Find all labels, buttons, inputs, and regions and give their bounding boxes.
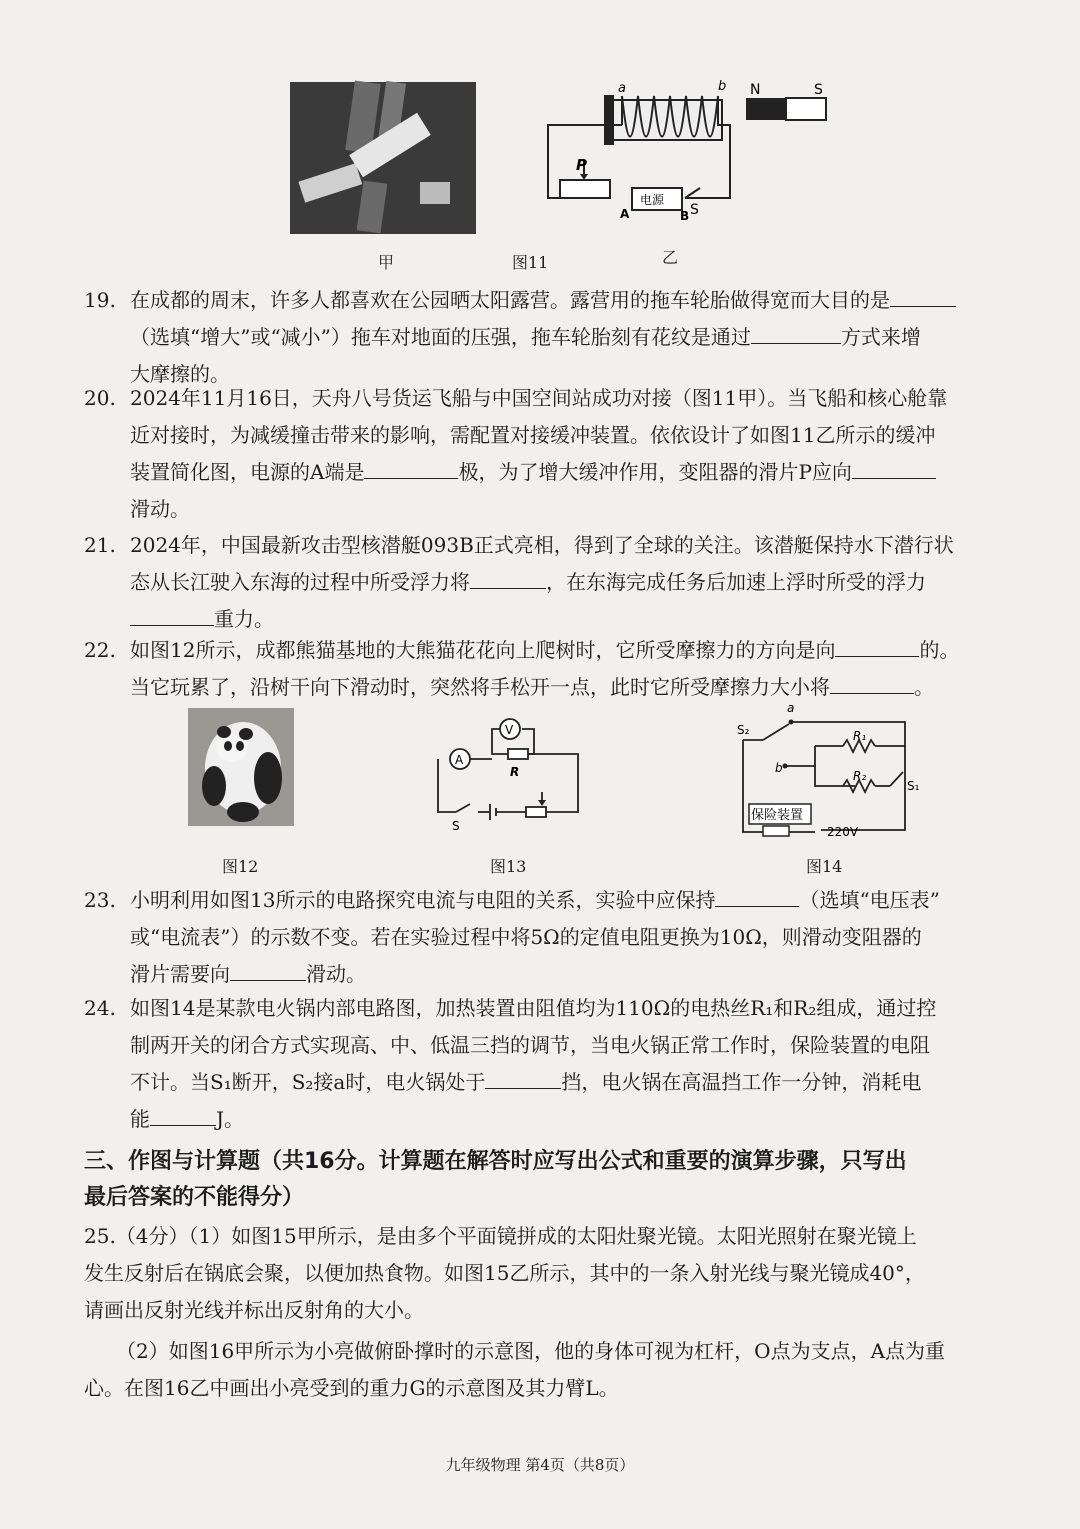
q24-line3b: 挡，电火锅在高温挡工作一分钟，消耗电 [561,1070,922,1094]
q20-line1: 2024年11月16日，天舟八号货运飞船与中国空间站成功对接（图11甲）。当飞船和核心舱靠 [130,386,948,410]
label-s2: S₂ [737,723,750,737]
label-b: b [718,79,727,94]
q21-number: 21. [84,533,116,557]
label-a: a [787,701,795,715]
section-3-line1: 三、作图与计算题（共16分。计算题在解答时应写出公式和重要的演算步骤，只写出 [84,1149,907,1174]
q20-blank2[interactable] [852,456,936,479]
label-power-source: 电源 [640,193,665,207]
question-24 [84,990,1014,1138]
label-protection-device: 保险装置 [751,808,804,823]
fig12-panda-photo [188,708,294,826]
question-25 [84,1218,1014,1407]
q19-blank2[interactable] [751,321,841,344]
q23-number: 23. [84,888,116,912]
q21-line1: 2024年，中国最新攻击型核潜艇093B正式亮相，得到了全球的关注。该潜艇保持水下潜行状 [130,533,954,557]
q22-line1a: 如图12所示，成都熊猫基地的大熊猫花花向上爬树时，它所受摩擦力的方向是向 [130,638,836,662]
q23-blank1[interactable] [715,884,799,907]
label-s: S [452,819,460,833]
q24-line3a: 不计。当S₁断开，S₂接a时，电火锅处于 [130,1070,486,1094]
label-switch: S [690,202,699,218]
q20-number: 20. [84,386,116,410]
question-20 [84,380,1014,528]
q19-number: 19. [84,288,116,312]
q24-line4b: J。 [216,1107,245,1131]
label-s1: S₁ [907,779,920,793]
q22-blank2[interactable] [830,671,914,694]
label-terminal-b: B [680,209,690,223]
q23-line1b: （选填“电压表” [799,888,940,912]
label-a: a [618,81,626,96]
q24-number: 24. [84,996,116,1020]
q20-line2: 近对接时，为减缓撞击带来的影响，需配置对接缓冲装置。依依设计了如图11乙所示的缓冲 [130,423,936,447]
label-v: V [505,723,514,737]
q23-line1a: 小明利用如图13所示的电路探究电流与电阻的关系，实验中应保持 [130,888,716,912]
q25-part1-line2: 发生反射后在锅底会聚，以便加热食物。如图15乙所示，其中的一条入射光线与聚光镜成40°， [84,1261,925,1285]
label-r1: R₁ [853,729,867,743]
label-r: R [510,765,520,779]
fig11-right-caption: 乙 [662,248,679,267]
fig14-title: 图14 [806,857,843,876]
section-3-heading [84,1144,1014,1216]
question-19 [84,282,1014,393]
q22-line1b: 的。 [919,638,960,662]
fig14-circuit-diagram [735,700,920,840]
q25-part2-line1: （2）如图16甲所示为小亮做俯卧撑时的示意图，他的身体可视为杠杆，O点为支点，A点为重 [116,1339,946,1363]
q19-line2a: （选填“增大”或“减小”）拖车对地面的压强，拖车轮胎刻有花纹是通过 [130,325,751,349]
q23-line3a: 滑片需要向 [130,962,230,986]
q19-line3: 大摩擦的。 [130,362,230,386]
fig13-circuit-diagram [430,712,590,837]
q20-blank1[interactable] [364,456,458,479]
q21-line3: 重力。 [214,607,274,631]
q22-line2b: 。 [914,675,934,699]
panda-image [188,708,294,826]
label-b: b [775,761,783,775]
question-22 [84,632,1014,706]
fig11-title: 图11 [512,253,549,272]
q23-line3b: 滑动。 [306,962,366,986]
q19-line2b: 方式来增 [840,325,921,349]
q21-blank1[interactable] [470,566,546,589]
fig11-buffer-circuit-diagram [540,80,840,230]
label-voltage: 220V [827,825,859,839]
magnet-s-pole [786,98,826,120]
section-3-line2: 最后答案的不能得分） [84,1185,305,1210]
fig12-title: 图12 [222,857,259,876]
label-s: S [814,82,823,98]
q24-line1: 如图14是某款电火锅内部电路图，加热装置由阻值均为110Ω的电热丝R₁和R₂组成，通过控 [130,996,937,1020]
q22-number: 22. [84,638,116,662]
q25-part2-line2: 心。在图16乙中画出小亮受到的重力G的示意图及其力臂L。 [84,1376,619,1400]
magnet-n-pole [746,98,786,120]
q21-line2a: 态从长江驶入东海的过程中所受浮力将 [130,570,470,594]
q21-line2b: ，在东海完成任务后加速上浮时所受的浮力 [546,570,926,594]
q20-line3b: 极，为了增大缓冲作用，变阻器的滑片P应向 [458,460,852,484]
label-p: P [576,156,587,174]
q23-blank2[interactable] [230,958,306,981]
q21-blank2[interactable] [130,603,214,626]
q24-line4a: 能 [130,1107,150,1131]
question-23 [84,882,1014,993]
q24-blank2[interactable] [150,1103,216,1126]
q22-line2a: 当它玩累了，沿树干向下滑动时，突然将手松开一点，此时它所受摩擦力大小将 [130,675,830,699]
question-21 [84,527,1014,638]
q25-part1-line1: 25.（4分）（1）如图15甲所示，是由多个平面镜拼成的太阳灶聚光镜。太阳光照射在聚光镜上 [84,1224,917,1248]
q19-blank1[interactable] [890,284,956,307]
q19-line1: 在成都的周末，许多人都喜欢在公园晒太阳露营。露营用的拖车轮胎做得宽而大目的是 [130,288,890,312]
label-n: N [750,82,761,98]
q20-line3a: 装置简化图，电源的A端是 [130,460,365,484]
label-terminal-a: A [620,207,630,221]
q25-part1-line3: 请画出反射光线并标出反射角的大小。 [84,1298,424,1322]
fig13-title: 图13 [490,857,527,876]
fig11-space-station-photo [290,82,476,234]
fig11-left-caption: 甲 [378,253,395,272]
q24-blank1[interactable] [485,1066,561,1089]
label-a: A [455,753,464,767]
label-r2: R₂ [853,769,867,783]
space-station-image [290,82,476,234]
page-footer: 九年级物理 第4页（共8页） [445,1456,635,1474]
q24-line2: 制两开关的闭合方式实现高、中、低温三挡的调节，当电火锅正常工作时，保险装置的电阻 [130,1033,930,1057]
q22-blank1[interactable] [835,634,919,657]
q20-line4: 滑动。 [130,497,190,521]
q23-line2: 或“电流表”）的示数不变。若在实验过程中将5Ω的定值电阻更换为10Ω，则滑动变阻器的 [130,925,922,949]
